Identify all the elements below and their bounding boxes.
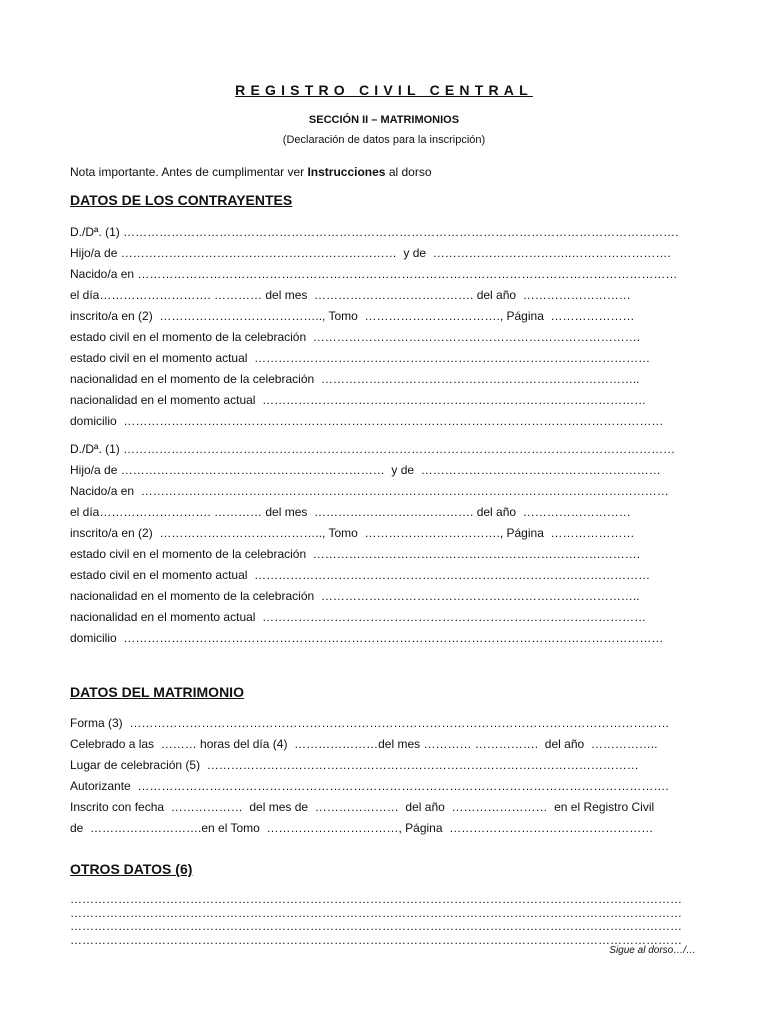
form-line[interactable]: Inscrito con fecha ……………… del mes de ………………… del año …………………… en el Registro Civil	[70, 800, 655, 814]
form-line[interactable]: estado civil en el momento de la celebración ……………………………………………………………………….	[70, 330, 641, 344]
blank-line[interactable]: ………………………………………………………………………………………………………………………………………	[70, 932, 682, 947]
form-line[interactable]: nacionalidad en el momento actual ……………………………………………………………………………………	[70, 393, 647, 407]
form-line[interactable]: Nacido/a en ………………………………………………………………………………………………………………………	[70, 267, 678, 281]
form-line[interactable]: nacionalidad en el momento de la celebración ……………………………………………………………………..	[70, 372, 640, 386]
form-line[interactable]: Autorizante …………………………………………………………………………………………………………………….	[70, 779, 669, 793]
blank-line[interactable]: ………………………………………………………………………………………………………………………………………	[70, 919, 682, 933]
document-subtitle: (Declaración de datos para la inscripción)	[282, 134, 486, 146]
form-line[interactable]: estado civil en el momento actual ………………………………………………………………………………………	[70, 351, 651, 365]
document-title: REGISTRO CIVIL CENTRAL	[235, 82, 533, 98]
footer-note: Sigue al dorso…/…	[609, 945, 696, 956]
form-line[interactable]: Nacido/a en ……………………………………………………………………………………………………………………	[70, 484, 669, 498]
important-note	[70, 165, 432, 179]
form-line[interactable]: el día………………………. ………… del mes …………………………………. del año ………………………	[70, 288, 631, 302]
form-line[interactable]: el día………………………. ………… del mes …………………………………. del año ………………………	[70, 505, 631, 519]
form-line[interactable]: Lugar de celebración (5) ………………………………………………………………………………………………	[70, 758, 639, 772]
form-line[interactable]: Hijo/a de ………………………………………………………… y de ……………………………………………………	[70, 463, 661, 477]
blank-line[interactable]: ………………………………………………………………………………………………………………………………………	[70, 892, 682, 906]
form-line[interactable]: nacionalidad en el momento de la celebración ……………………………………………………………………..	[70, 589, 640, 603]
form-line[interactable]: de ……………………….en el Tomo ……………………………, Página ……………………………………………	[70, 821, 654, 835]
form-line[interactable]: nacionalidad en el momento actual ……………………………………………………………………………………	[70, 610, 647, 624]
note-instructions: Instrucciones	[307, 165, 386, 179]
form-line[interactable]: inscrito/a en (2) ………………………………….., Tomo ……………………………., Página …………………	[70, 526, 635, 540]
heading-otros	[70, 861, 192, 877]
section-title: SECCIÓN II – MATRIMONIOS	[308, 114, 460, 126]
form-line[interactable]: Hijo/a de …………………………………………………………… y de ……………………………..…………………….	[70, 246, 671, 260]
form-line[interactable]: estado civil en el momento de la celebración ……………………………………………………………………….	[70, 547, 641, 561]
heading-otros-label: OTROS DATOS	[70, 861, 172, 877]
form-line[interactable]: estado civil en el momento actual ………………………………………………………………………………………	[70, 568, 651, 582]
form-line[interactable]: domicilio ………………………………………………………………………………………………………………………	[70, 631, 664, 645]
heading-contrayentes: DATOS DE LOS CONTRAYENTES	[70, 192, 293, 208]
heading-matrimonio: DATOS DEL MATRIMONIO	[70, 684, 244, 700]
heading-otros-ref: (6)	[171, 861, 193, 877]
form-line[interactable]: inscrito/a en (2) ………………………………….., Tomo ……………………………., Página …………………	[70, 309, 635, 323]
blank-line[interactable]: ………………………………………………………………………………………………………………………………………	[70, 905, 682, 920]
form-line[interactable]: D./Dª. (1) …………………………………………………………………………………………………………………………	[70, 442, 676, 456]
form-line[interactable]: Celebrado a las ……… horas del día (4) …………………del mes ………… ……………. del año ……………..	[70, 737, 658, 751]
form-line[interactable]: domicilio ………………………………………………………………………………………………………………………	[70, 414, 664, 428]
note-suffix: al dorso	[385, 165, 432, 179]
note-prefix: Nota importante. Antes de cumplimentar ver	[70, 165, 308, 179]
form-line[interactable]: D./Dª. (1) ………………………………………………………………………………………………………………………….	[70, 225, 679, 239]
form-line[interactable]: Forma (3) ………………………………………………………………………………………………………………………	[70, 716, 670, 730]
